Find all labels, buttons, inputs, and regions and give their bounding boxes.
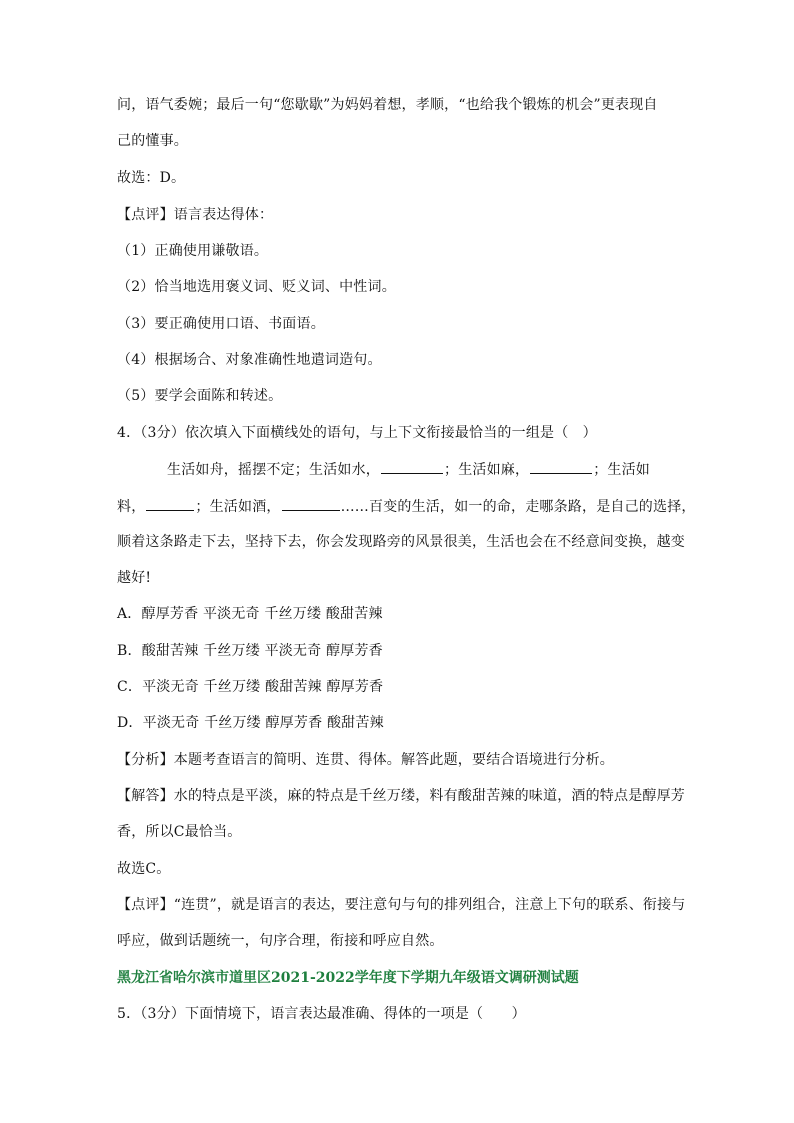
q4-comment-line-2: 呼应，做到话题统一，句序合理，衔接和呼应自然。: [117, 933, 444, 949]
option-a: A．醇厚芳香 平淡无奇 千丝万缕 酸甜苦辣: [117, 606, 383, 622]
fill-blank-3[interactable]: [146, 496, 194, 511]
passage-text: 生活如舟，摇摆不定；生活如水，: [167, 462, 380, 478]
comment-point-5: （5）要学会面陈和转述。: [117, 388, 283, 404]
q4-solution-line-2: 香，所以C最恰当。: [117, 824, 242, 840]
fill-blank-1[interactable]: [381, 459, 443, 474]
comment-point-4: （4）根据场合、对象准确性地遣词造句。: [117, 352, 382, 368]
passage-line-2: [117, 496, 696, 517]
question-5-stem: 5．（3分）下面情境下，语言表达最准确、得体的一项是（ ）: [117, 1006, 526, 1022]
passage-text: ；生活如: [593, 462, 651, 478]
passage-text: ；生活如酒，: [195, 499, 281, 515]
question-4-stem: 4．（3分）依次填入下面横线处的语句，与上下文衔接最恰当的一组是（ ）: [117, 425, 597, 441]
comment-point-1: （1）正确使用谦敬语。: [117, 243, 269, 259]
analysis-line-2: 己的懂事。: [117, 133, 188, 149]
fill-blank-4[interactable]: [282, 496, 340, 511]
analysis-line-1: 问，语气委婉；最后一句“您歇歇”为妈妈着想，孝顺，“也给我个锻炼的机会”更表现自: [117, 97, 658, 113]
passage-line-3: 顺着这条路走下去，坚持下去，你会发现路旁的风景很美，生活也会在不经意间变换，越变: [117, 534, 685, 550]
source-heading: 黑龙江省哈尔滨市道里区2021-2022学年度下学期九年级语文调研测试题: [117, 970, 579, 986]
passage-line-4: 越好!: [117, 570, 152, 586]
passage-line-1: [167, 459, 682, 480]
option-c: C．平淡无奇 千丝万缕 酸甜苦辣 醇厚芳香: [117, 679, 384, 695]
option-d: D．平淡无奇 千丝万缕 醇厚芳香 酸甜苦辣: [117, 715, 384, 731]
answer-prev: 故选：D。: [117, 170, 186, 186]
q4-answer: 故选C。: [117, 861, 171, 877]
passage-text: ；生活如麻，: [444, 462, 530, 478]
option-b: B．酸甜苦辣 千丝万缕 平淡无奇 醇厚芳香: [117, 643, 383, 659]
comment-point-3: （3）要正确使用口语、书面语。: [117, 316, 325, 332]
q4-solution-line-1: 【解答】水的特点是平淡，麻的特点是千丝万缕，料有酸甜苦辣的味道，酒的特点是醇厚芳: [117, 788, 685, 804]
fill-blank-2[interactable]: [530, 459, 592, 474]
comment-title: 【点评】语言表达得体：: [117, 207, 274, 223]
q4-analysis: 【分析】本题考查语言的简明、连贯、得体。解答此题，要结合语境进行分析。: [117, 752, 614, 768]
q4-comment-line-1: 【点评】“连贯”，就是语言的表达，要注意句与句的排列组合，注意上下句的联系、衔接与: [117, 897, 686, 913]
passage-text: ……百变的生活，如一的命，走哪条路，是自己的选择，: [340, 499, 696, 515]
comment-point-2: （2）恰当地选用褒义词、贬义词、中性词。: [117, 279, 396, 295]
passage-text: 料，: [117, 499, 146, 515]
